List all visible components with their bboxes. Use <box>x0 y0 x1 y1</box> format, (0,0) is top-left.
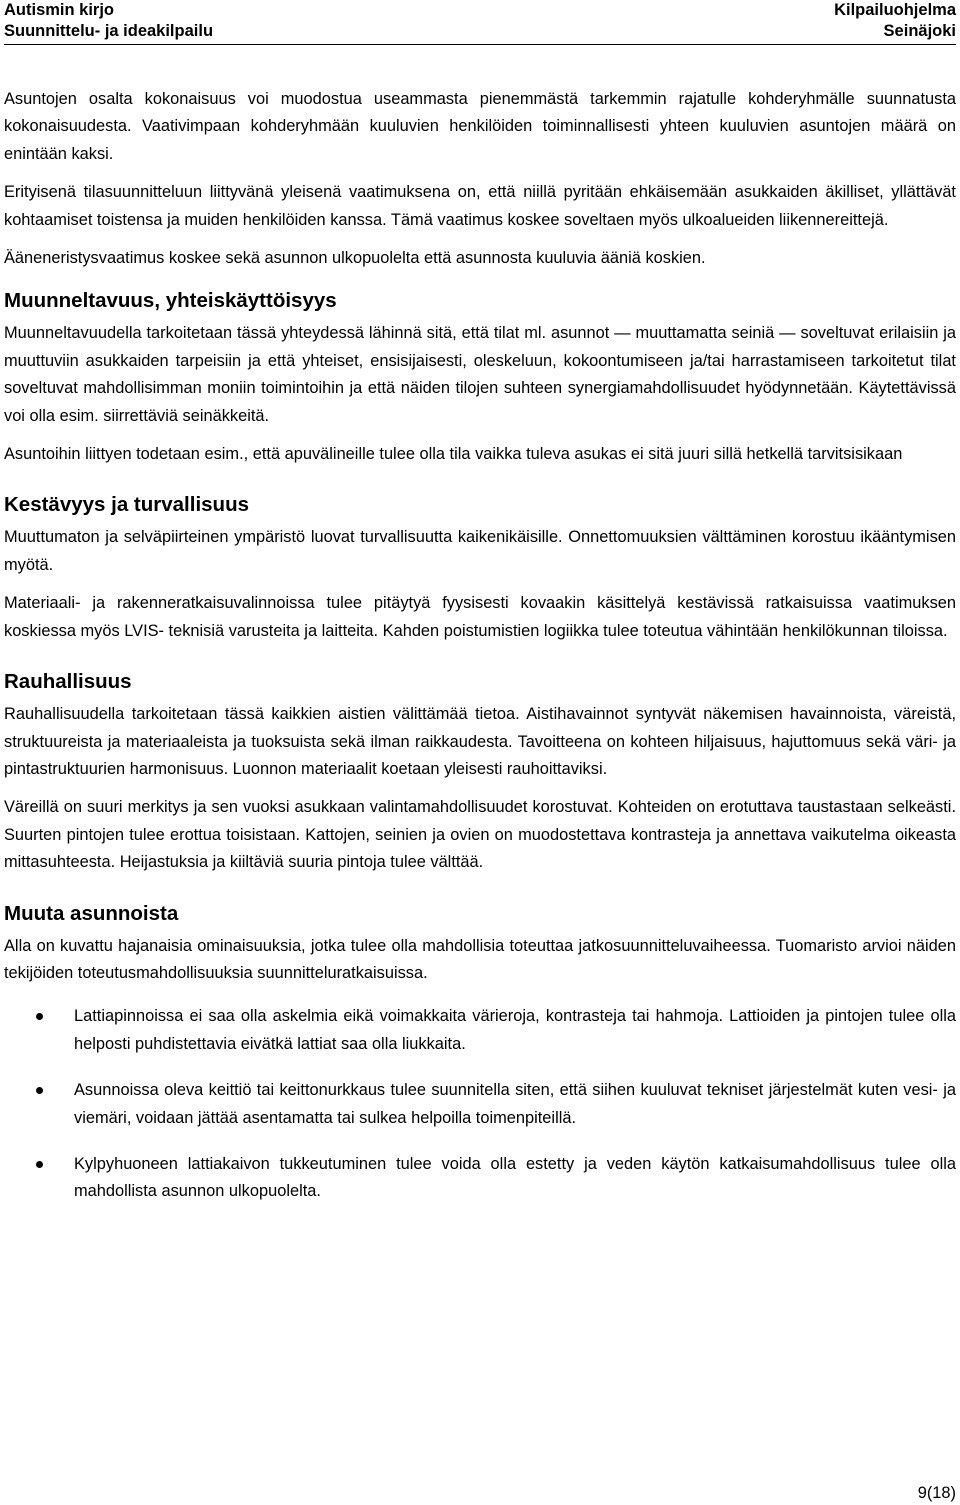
paragraph-varit: Väreillä on suuri merkitys ja sen vuoksi asukkaan valintamahdollisuudet korostuvat. Kohteiden on erotuttava taustastaan selkeästi. Suurten pintojen tulee erottua toisistaan. Kattojen, seinien ja ovien on muodostettava kontrasteja ja annettava vaikutelma oikeasta mittasuhteesta. Heijastuksia ja kiiltäviä suuria pintoja tulee välttää. <box>4 798 956 872</box>
header-doc-type: Kilpailuohjelma <box>834 1 956 19</box>
paragraph-ominaisuudet: Alla on kuvattu hajanaisia ominaisuuksia, jotka tulee olla mahdollisia toteuttaa jatkosuunnitteluvaiheessa. Tuomaristo arvioi näiden tekijöiden toteutusmahdollisuuksia suunnitteluratkaisuissa. <box>4 936 956 982</box>
page-header <box>4 0 956 46</box>
bullet-icon <box>36 1087 43 1094</box>
paragraph-turvallisuus: Muuttumaton ja selväpiirteinen ympäristö luovat turvallisuutta kaikenikäisille. Onnettomuuksien välttäminen korostuu ikääntymisen myötä. <box>4 528 956 574</box>
bullet-icon <box>36 1161 43 1168</box>
header-location: Seinäjoki <box>883 22 956 40</box>
list-item-text: Lattiapinnoissa ei saa olla askelmia eikä voimakkaita värieroja, kontrasteja tai hahmoja. Lattioiden ja pintojen tulee olla helposti puhdistettavia eivätkä lattiat saa olla liukkaita. <box>74 1007 956 1053</box>
heading-muuta-asunnoista: Muuta asunnoista <box>4 901 179 925</box>
paragraph-materiaalit: Materiaali- ja rakenneratkaisuvalinnoissa tulee pitäytyä fyysisesti kovaakin käsittelyä kestävissä ratkaisuissa vaatimuksen koskiessa myös LVIS- teknisiä varusteita ja laitteita. Kahden poistumistien logiikka tulee toteutua vähintään henkilökunnan tiloissa. <box>4 594 956 640</box>
list-item <box>4 1077 956 1132</box>
heading-muunneltavuus: Muunneltavuus, yhteiskäyttöisyys <box>4 289 337 313</box>
header-divider <box>4 44 956 45</box>
requirements-list <box>4 1003 956 1205</box>
paragraph-muunneltavuus: Muunneltavuudella tarkoitetaan tässä yhteydessä lähinnä sitä, että tilat ml. asunnot — muuttamatta seiniä — soveltuvat erilaisiin ja muuttuviin asukkaiden tarpeisiin ja että yhteiset, ensisijaisesti, oleskeluun, kokoontumiseen ja/tai harrastamiseen tarkoitetut tilat soveltuvat mahdollisimman moniin toimintoihin ja että näiden tilojen suhteen synergiamahdollisuudet hyödynnetään. Käytettävissä voi olla esim. siirrettäviä seinäkkeitä. <box>4 324 956 425</box>
list-item <box>4 1151 956 1206</box>
heading-kestavyys: Kestävyys ja turvallisuus <box>4 493 249 517</box>
paragraph-apuvalineet: Asuntoihin liittyen todetaan esim., että apuvälineille tulee olla tila vaikka tuleva asukas ei sitä juuri sillä hetkellä tarvitsisikaan <box>4 445 903 464</box>
paragraph-aaneneristys: Ääneneristysvaatimus koskee sekä asunnon ulkopuolelta että asunnosta kuuluvia ääniä koskien. <box>4 249 706 268</box>
list-item <box>4 1003 956 1058</box>
list-item-text: Kylpyhuoneen lattiakaivon tukkeutuminen tulee voida olla estetty ja veden käytön katkaisumahdollisuus tulee olla mahdollista asunnon ulkopuolelta. <box>74 1154 956 1201</box>
header-subtitle: Suunnittelu- ja ideakilpailu <box>4 22 214 40</box>
document-body <box>4 86 956 1225</box>
page-number: 9(18) <box>917 1484 956 1502</box>
paragraph-tilasuunnittelu: Erityisenä tilasuunnitteluun liittyvänä yleisenä vaatimuksena on, että niillä pyritään ehkäisemään asukkaiden äkilliset, yllättävät kohtaamiset toistensa ja muiden henkilöiden kanssa. Tämä vaatimus koskee soveltaen myös ulkoalueiden liikennereittejä. <box>4 183 956 229</box>
list-item-text: Asunnoissa oleva keittiö tai keittonurkkaus tulee suunnitella siten, että siihen kuuluvat tekniset järjestelmät kuten vesi- ja viemäri, voidaan jättää asentamatta tai sulkea helpoilla toimenpiteillä. <box>74 1081 956 1127</box>
header-right <box>834 0 956 42</box>
heading-rauhallisuus: Rauhallisuus <box>4 670 132 694</box>
paragraph-kokonaisuus: Asuntojen osalta kokonaisuus voi muodostua useammasta pienemmästä tarkemmin rajatulle kohderyhmälle suunnatusta kokonaisuudesta. Vaativimpaan kohderyhmään kuuluvien henkilöiden toiminnallisesti yhteen kuuluvien asuntojen määrä on enintään kaksi. <box>4 90 956 163</box>
paragraph-aistit: Rauhallisuudella tarkoitetaan tässä kaikkien aistien välittämää tietoa. Aistihavainnot syntyvät näkemisen havainnoista, väreistä, struktuureista ja materiaaleista ja tuoksuista sekä ilman raikkaudesta. Tavoitteena on kohteen hiljaisuus, hajuttomuus sekä väri- ja pintastruktuurien harmonisuus. Luonnon materiaalit koetaan yleisesti rauhoittaviksi. <box>4 705 956 778</box>
header-title: Autismin kirjo <box>4 1 115 19</box>
header-left <box>4 0 213 42</box>
bullet-icon <box>36 1013 43 1020</box>
